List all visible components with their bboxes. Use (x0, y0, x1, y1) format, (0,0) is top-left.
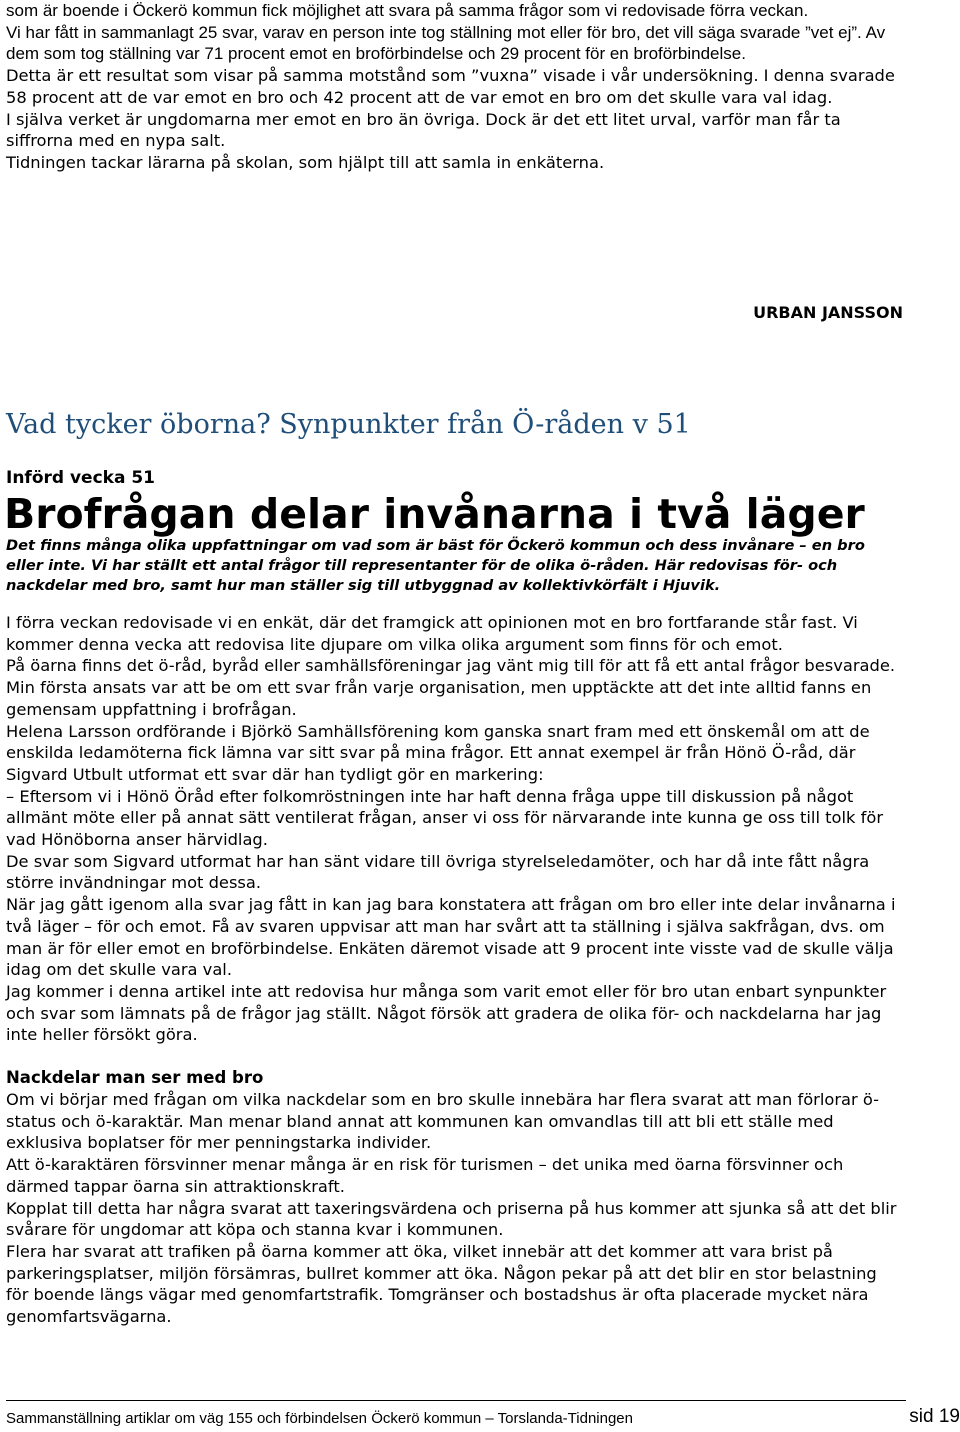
intro-paragraph-2: Vi har fått in sammanlagt 25 svar, varav en person inte tog ställning mot eller för bro, det vill säga svarade ”vet ej”. Av dem som tog ställning var 71 procent emot en broförbindelse och 29 procent för en broförbindelse. (6, 22, 886, 64)
article-body (6, 612, 903, 1328)
body-paragraph-1: I förra veckan redovisade vi en enkät, där det framgick att opinionen mot en bro fortfarande står fast. Vi kommer denna vecka att redovisa lite djupare om vilka olika argument som finns för och emot. (6, 613, 858, 654)
disadvantages-paragraph-3: Kopplat till detta har några svarat att taxeringsvärdena och priserna på hus kommer att sjunka så att det blir svårare för ungdomar att köpa och stanna kvar i kommunen. (6, 1198, 897, 1240)
author-signature: URBAN JANSSON (753, 303, 903, 322)
intro-paragraph-4: I själva verket är ungdomarna mer emot en bro än övriga. Dock är det ett litet urval, varför man får ta siffrorna med en nypa salt. (6, 109, 841, 151)
body-paragraph-2: På öarna finns det ö-råd, byråd eller samhällsföreningar jag vänt mig till för att få ett antal frågor besvarade. Min första ansats var att be om ett svar från varje organisation, men upptäckte att det inte alltid fanns en gemensam uppfattning i brofrågan. (6, 656, 896, 719)
intro-section (6, 0, 906, 174)
body-paragraph-4: – Eftersom vi i Hönö Öråd efter folkomröstningen inte har haft denna fråga uppe till diskussion på något allmänt möte eller på annat sätt ventilerat frågan, anser vi oss för närvarande inte kunna ge oss till tolk för vad Hönöborna anser härvidlag. (6, 786, 884, 850)
article-headline: Brofrågan delar invånarna i två läger (4, 490, 865, 538)
body-paragraph-6: När jag gått igenom alla svar jag fått in kan jag bara konstatera att frågan om bro eller inte delar invånarna i två läger – för och emot. Få av svaren uppvisar att man har svårt att ta ställning i själva sakfrågan, dvs. om man är för eller emot en broförbindelse. Enkäten däremot visade att 9 procent inte visste vad de skulle välja idag om det skulle vara val. (6, 895, 896, 980)
subheading-disadvantages: Nackdelar man ser med bro (6, 1068, 264, 1088)
body-paragraph-3: Helena Larsson ordförande i Björkö Samhällsförening kom ganska snart fram med ett önskemål om att de enskilda ledamöterna fick lämna var sitt svar på mina frågor. Ett annat exempel är från Hönö Ö-råd, där Sigvard Utbult utformat ett svar där han tydligt gör en markering: (6, 721, 870, 784)
page-number: sid 19 (909, 1406, 960, 1427)
body-paragraph-5: De svar som Sigvard utformat har han sänt vidare till övriga styrelseledamöter, och har då inte fått några större invändningar mot dessa. (6, 851, 870, 893)
footer-divider (6, 1400, 906, 1401)
article-lead: Det finns många olika uppfattningar om vad som är bäst för Öckerö kommun och dess invånare – en bro eller inte. Vi har ställt ett antal frågor till representanter för de olika ö-råden. Här redovisas för- och nackdelar med bro, samt hur man ställer sig till utbyggnad av kollektivkörfält i Hjuvik. (6, 537, 865, 595)
intro-paragraph-1: som är boende i Öckerö kommun fick möjlighet att svara på samma frågor som vi redovisade förra veckan. (6, 1, 809, 20)
intro-paragraph-5: Tidningen tackar lärarna på skolan, som hjälpt till att samla in enkäterna. (6, 152, 605, 172)
disadvantages-paragraph-4: Flera har svarat att trafiken på öarna kommer att öka, vilket innebär att det kommer att vara brist på parkeringsplatser, miljön försämras, bullret kommer att öka. Någon pekar på att det blir en stor belastning för boende längs vägar med genomfartstrafik. Tomgränser och bostadshus är ofta placerade mycket nära genomfartsvägarna. (6, 1241, 877, 1327)
body-paragraph-7: Jag kommer i denna artikel inte att redovisa hur många som varit emot eller för bro utan enbart synpunkter och svar som lämnats på de frågor jag ställt. Något försök att gradera de olika för- och nackdelarna har jag inte heller försökt göra. (6, 981, 887, 1045)
publication-week-label: Införd vecka 51 (6, 468, 156, 488)
disadvantages-paragraph-2: Att ö-karaktären försvinner menar många är en risk för turismen – det unika med öarna försvinner och därmed tappar öarna sin attraktionskraft. (6, 1155, 844, 1196)
section-heading: Vad tycker öborna? Synpunkter från Ö-råden v 51 (6, 409, 691, 440)
disadvantages-paragraph-1: Om vi börjar med frågan om vilka nackdelar som en bro skulle innebära har flera svarat att man förlorar ö-status och ö-karaktär. Man menar bland annat att kommunen kan omvandlas till att bli ett ställe med exklusiva boplatser för mer penningstarka individer. (6, 1090, 880, 1153)
intro-paragraph-3: Detta är ett resultat som visar på samma motstånd som ”vuxna” visade i vår undersökning. I denna svarade 58 procent att de var emot en bro och 42 procent att de var emot en bro om det skulle vara val idag. (6, 66, 895, 107)
footer-text: Sammanställning artiklar om väg 155 och förbindelsen Öckerö kommun – Torslanda-Tidningen (6, 1410, 633, 1427)
